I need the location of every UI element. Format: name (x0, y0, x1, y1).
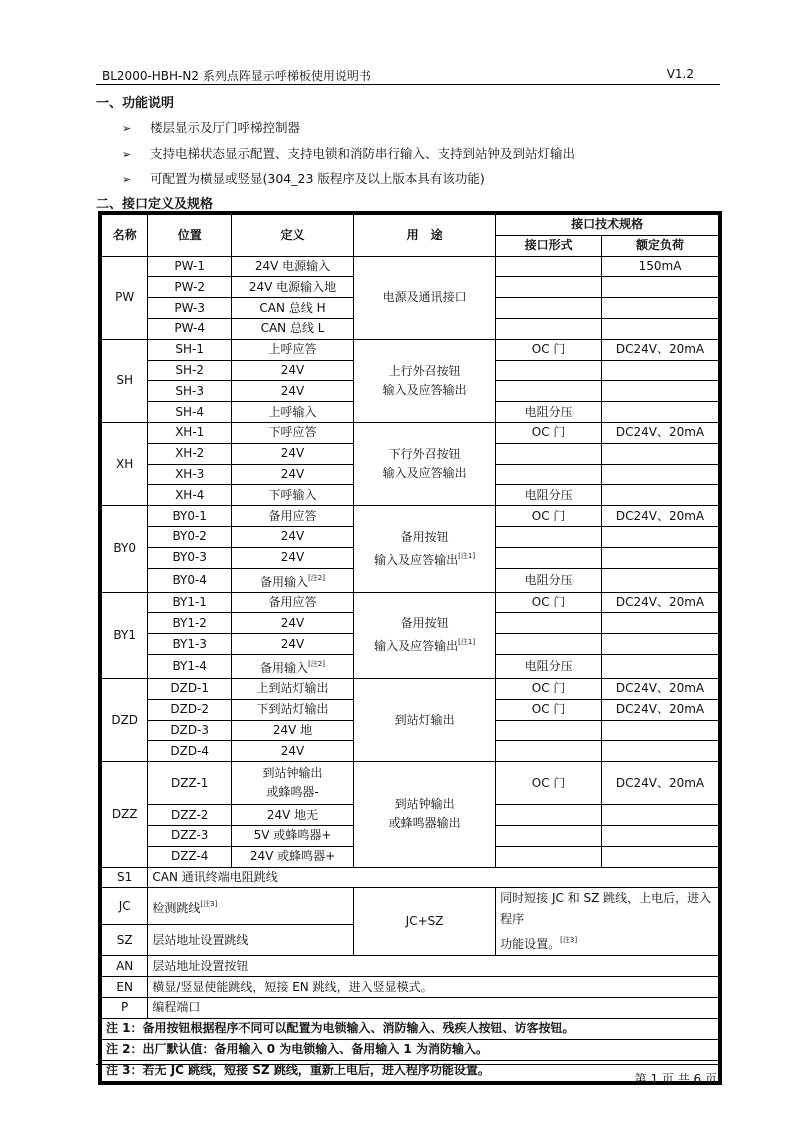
group-name: AN (102, 956, 148, 977)
table-row (102, 888, 719, 924)
cell-form (496, 846, 602, 867)
footer-divider (96, 1064, 720, 1065)
bullet-text: 支持电梯状态显示配置、支持电锁和消防串行输入、支持到站钟及到站灯输出 (150, 146, 576, 161)
cell-definition (232, 762, 354, 805)
cell-definition: 24V 电源输入地 (232, 277, 354, 298)
cell-form (496, 613, 602, 634)
cell-form (496, 805, 602, 826)
group-name: PW (102, 256, 148, 339)
cell-position: BY0-3 (148, 547, 232, 568)
cell-form: OC 门 (496, 422, 602, 443)
group-name: BY0 (102, 506, 148, 592)
cell-definition: 24V (232, 634, 354, 655)
col-header-form: 接口形式 (496, 235, 602, 256)
cell-definition: 24V (232, 613, 354, 634)
col-header-definition: 定义 (232, 215, 354, 257)
cell-definition: 备用应答 (232, 592, 354, 613)
cell-position: SH-1 (148, 339, 232, 360)
cell-usage: 电源及通讯接口 (354, 256, 496, 339)
cell-load (602, 613, 719, 634)
cell-load: DC24V、20mA (602, 699, 719, 720)
cell-position: DZD-4 (148, 741, 232, 762)
cell-position: BY0-1 (148, 506, 232, 527)
arrow-bullet-icon: ➢ (122, 122, 132, 135)
cell-position: BY0-4 (148, 568, 232, 592)
cell-form (496, 318, 602, 339)
footnote-ref: [注1] (458, 638, 476, 647)
list-item (122, 169, 485, 187)
col-header-usage: 用 途 (354, 215, 496, 257)
cell-position: DZD-3 (148, 720, 232, 741)
cell-definition: CAN 总线 L (232, 318, 354, 339)
cell-form (496, 443, 602, 464)
cell-description: 编程端口 (148, 997, 719, 1018)
cell-position: PW-4 (148, 318, 232, 339)
list-item (122, 118, 300, 136)
cell-load (602, 464, 719, 485)
table-row (102, 956, 719, 977)
cell-form: 电阻分压 (496, 568, 602, 592)
cell-definition: 24V (232, 381, 354, 402)
col-header-name: 名称 (102, 215, 148, 257)
cell-load: DC24V、20mA (602, 762, 719, 805)
note-text: 注 1：备用按钮根据程序不同可以配置为电锁输入、消防输入、残疾人按钮、访客按钮。 (102, 1018, 719, 1039)
col-header-load: 额定负荷 (602, 235, 719, 256)
table-row (102, 422, 719, 443)
combo-line-2: 功能设置。[注3] (500, 936, 578, 952)
cell-load (602, 654, 719, 678)
cell-form: OC 门 (496, 339, 602, 360)
cell-definition: 下呼输入 (232, 485, 354, 506)
usage-line-1: 上行外召按钮 (388, 363, 461, 378)
cell-form (496, 526, 602, 547)
cell-position: SH-3 (148, 381, 232, 402)
cell-description: 检测跳线[注3] (148, 888, 354, 924)
cell-definition: 上到站灯输出 (232, 678, 354, 699)
cell-form (496, 825, 602, 846)
cell-usage (354, 506, 496, 592)
table-note-row (102, 1018, 719, 1039)
group-name: SZ (102, 924, 148, 956)
table-row (102, 867, 719, 888)
cell-load: DC24V、20mA (602, 678, 719, 699)
cell-definition: CAN 总线 H (232, 298, 354, 319)
cell-usage (354, 762, 496, 867)
cell-definition: 备用应答 (232, 506, 354, 527)
arrow-bullet-icon: ➢ (122, 173, 132, 186)
cell-load (602, 547, 719, 568)
table-note-row (102, 1039, 719, 1060)
cell-position: BY0-2 (148, 526, 232, 547)
table-row (102, 256, 719, 277)
list-item (122, 144, 575, 162)
document-version: V1.2 (666, 67, 694, 81)
cell-description: 层站地址设置跳线 (148, 924, 354, 956)
cell-form (496, 360, 602, 381)
table-row (102, 339, 719, 360)
cell-description: 横显/竖显使能跳线，短接 EN 跳线，进入竖显模式。 (148, 977, 719, 998)
cell-position: DZZ-3 (148, 825, 232, 846)
cell-load (602, 277, 719, 298)
cell-definition: 24V (232, 741, 354, 762)
document-title: BL2000-HBH-N2 系列点阵显示呼梯板使用说明书 (102, 69, 371, 83)
cell-position: SH-4 (148, 402, 232, 423)
interface-spec-table (98, 211, 722, 1085)
group-name: EN (102, 977, 148, 998)
group-name: DZZ (102, 762, 148, 867)
cell-combo-description (496, 888, 719, 956)
header-divider (96, 84, 720, 85)
cell-form: 电阻分压 (496, 654, 602, 678)
section-heading-interfaces: 二、接口定义及规格 (96, 197, 214, 212)
cell-position: DZD-2 (148, 699, 232, 720)
cell-usage (354, 422, 496, 505)
cell-position: BY1-2 (148, 613, 232, 634)
cell-description: 层站地址设置按钮 (148, 956, 719, 977)
cell-form (496, 464, 602, 485)
cell-form: 电阻分压 (496, 402, 602, 423)
page-header (96, 64, 720, 84)
footnote-ref: [注1] (458, 551, 476, 560)
cell-form: OC 门 (496, 592, 602, 613)
cell-definition: 24V 或蜂鸣器+ (232, 846, 354, 867)
combo-line-1: 同时短接 JC 和 SZ 跳线，上电后，进入程序 (500, 891, 712, 927)
cell-load (602, 485, 719, 506)
cell-position: XH-4 (148, 485, 232, 506)
cell-position: XH-1 (148, 422, 232, 443)
usage-line-2: 输入及应答输出 (382, 382, 467, 397)
note-text: 注 2：出厂默认值：备用输入 0 为电锁输入、备用输入 1 为消防输入。 (102, 1039, 719, 1060)
cell-definition: 下到站灯输出 (232, 699, 354, 720)
group-name: S1 (102, 867, 148, 888)
group-name: DZD (102, 678, 148, 761)
cell-form: OC 门 (496, 506, 602, 527)
cell-load (602, 298, 719, 319)
usage-line-2: 输入及应答输出[注1] (374, 551, 476, 567)
usage-line-1: 备用按钮 (400, 616, 449, 631)
cell-position: XH-3 (148, 464, 232, 485)
cell-form: OC 门 (496, 678, 602, 699)
cell-definition: 24V 地无 (232, 805, 354, 826)
col-header-tech-spec: 接口技术规格 (496, 215, 719, 236)
cell-definition: 24V (232, 443, 354, 464)
cell-load (602, 402, 719, 423)
cell-definition: 24V 地 (232, 720, 354, 741)
page-number: 第 1 页 共 6 页 (634, 1072, 717, 1086)
footnote-ref: [注3] (560, 936, 578, 945)
cell-load (602, 634, 719, 655)
cell-form: OC 门 (496, 762, 602, 805)
cell-load (602, 360, 719, 381)
col-header-position: 位置 (148, 215, 232, 257)
cell-load (602, 568, 719, 592)
table-row (102, 997, 719, 1018)
cell-position: SH-2 (148, 360, 232, 381)
table-row (102, 592, 719, 613)
group-name: P (102, 997, 148, 1018)
cell-load (602, 318, 719, 339)
cell-load (602, 741, 719, 762)
cell-load (602, 720, 719, 741)
usage-line-1: 备用按钮 (400, 529, 449, 544)
group-name: SH (102, 339, 148, 422)
arrow-bullet-icon: ➢ (122, 148, 132, 161)
usage-line-2: 输入及应答输出[注1] (374, 638, 476, 654)
cell-usage (354, 339, 496, 422)
cell-load: 150mA (602, 256, 719, 277)
cell-definition: 备用输入[注2] (232, 654, 354, 678)
group-name: XH (102, 422, 148, 505)
cell-position: BY1-3 (148, 634, 232, 655)
footnote-ref: [注2] (308, 573, 325, 582)
cell-position: DZZ-1 (148, 762, 232, 805)
cell-form (496, 634, 602, 655)
cell-position: BY1-4 (148, 654, 232, 678)
cell-definition: 备用输入[注2] (232, 568, 354, 592)
cell-description: CAN 通讯终端电阻跳线 (148, 867, 719, 888)
cell-position: PW-1 (148, 256, 232, 277)
cell-definition: 24V (232, 360, 354, 381)
cell-load: DC24V、20mA (602, 592, 719, 613)
usage-line-2: 输入及应答输出 (382, 466, 467, 481)
cell-position: BY1-1 (148, 592, 232, 613)
group-name: JC (102, 888, 148, 924)
section-heading-functions: 一、功能说明 (96, 96, 175, 111)
usage-line-1: 下行外召按钮 (388, 447, 461, 462)
bullet-text: 可配置为横显或竖显(304_23 版程序及以上版本具有该功能) (150, 171, 485, 186)
cell-position: DZZ-2 (148, 805, 232, 826)
cell-definition: 24V (232, 464, 354, 485)
table-row (102, 506, 719, 527)
cell-load (602, 846, 719, 867)
table-row (102, 762, 719, 805)
cell-load (602, 825, 719, 846)
cell-definition: 上呼应答 (232, 339, 354, 360)
cell-form (496, 381, 602, 402)
cell-position: DZD-1 (148, 678, 232, 699)
cell-load (602, 805, 719, 826)
cell-form (496, 741, 602, 762)
cell-definition: 24V 电源输入 (232, 256, 354, 277)
cell-combo-label: JC+SZ (354, 888, 496, 956)
cell-load: DC24V、20mA (602, 422, 719, 443)
cell-load (602, 526, 719, 547)
cell-form (496, 547, 602, 568)
cell-definition: 24V (232, 547, 354, 568)
definition-line-2: 或蜂鸣器- (266, 785, 319, 800)
cell-load: DC24V、20mA (602, 506, 719, 527)
bullet-text: 楼层显示及厅门呼梯控制器 (150, 120, 301, 135)
cell-position: PW-2 (148, 277, 232, 298)
cell-definition: 5V 或蜂鸣器+ (232, 825, 354, 846)
cell-load (602, 381, 719, 402)
cell-definition: 上呼输入 (232, 402, 354, 423)
usage-line-2: 或蜂鸣器输出 (388, 816, 461, 831)
table-row (102, 678, 719, 699)
cell-usage (354, 592, 496, 678)
cell-position: PW-3 (148, 298, 232, 319)
usage-line-1: 到站钟输出 (394, 797, 455, 812)
cell-form (496, 720, 602, 741)
footnote-ref: [注2] (308, 659, 325, 668)
definition-line-1: 到站钟输出 (262, 766, 323, 781)
cell-load: DC24V、20mA (602, 339, 719, 360)
cell-form (496, 298, 602, 319)
cell-usage: 到站灯输出 (354, 678, 496, 761)
cell-form: OC 门 (496, 699, 602, 720)
group-name: BY1 (102, 592, 148, 678)
cell-position: DZZ-4 (148, 846, 232, 867)
cell-definition: 下呼应答 (232, 422, 354, 443)
cell-form: 电阻分压 (496, 485, 602, 506)
note-text: 注 3：若无 JC 跳线，短接 SZ 跳线，重新上电后，进入程序功能设置。 (102, 1060, 719, 1081)
cell-form (496, 256, 602, 277)
cell-form (496, 277, 602, 298)
table-row (102, 977, 719, 998)
cell-load (602, 443, 719, 464)
footnote-ref: [注3] (200, 899, 218, 908)
cell-position: XH-2 (148, 443, 232, 464)
cell-definition: 24V (232, 526, 354, 547)
